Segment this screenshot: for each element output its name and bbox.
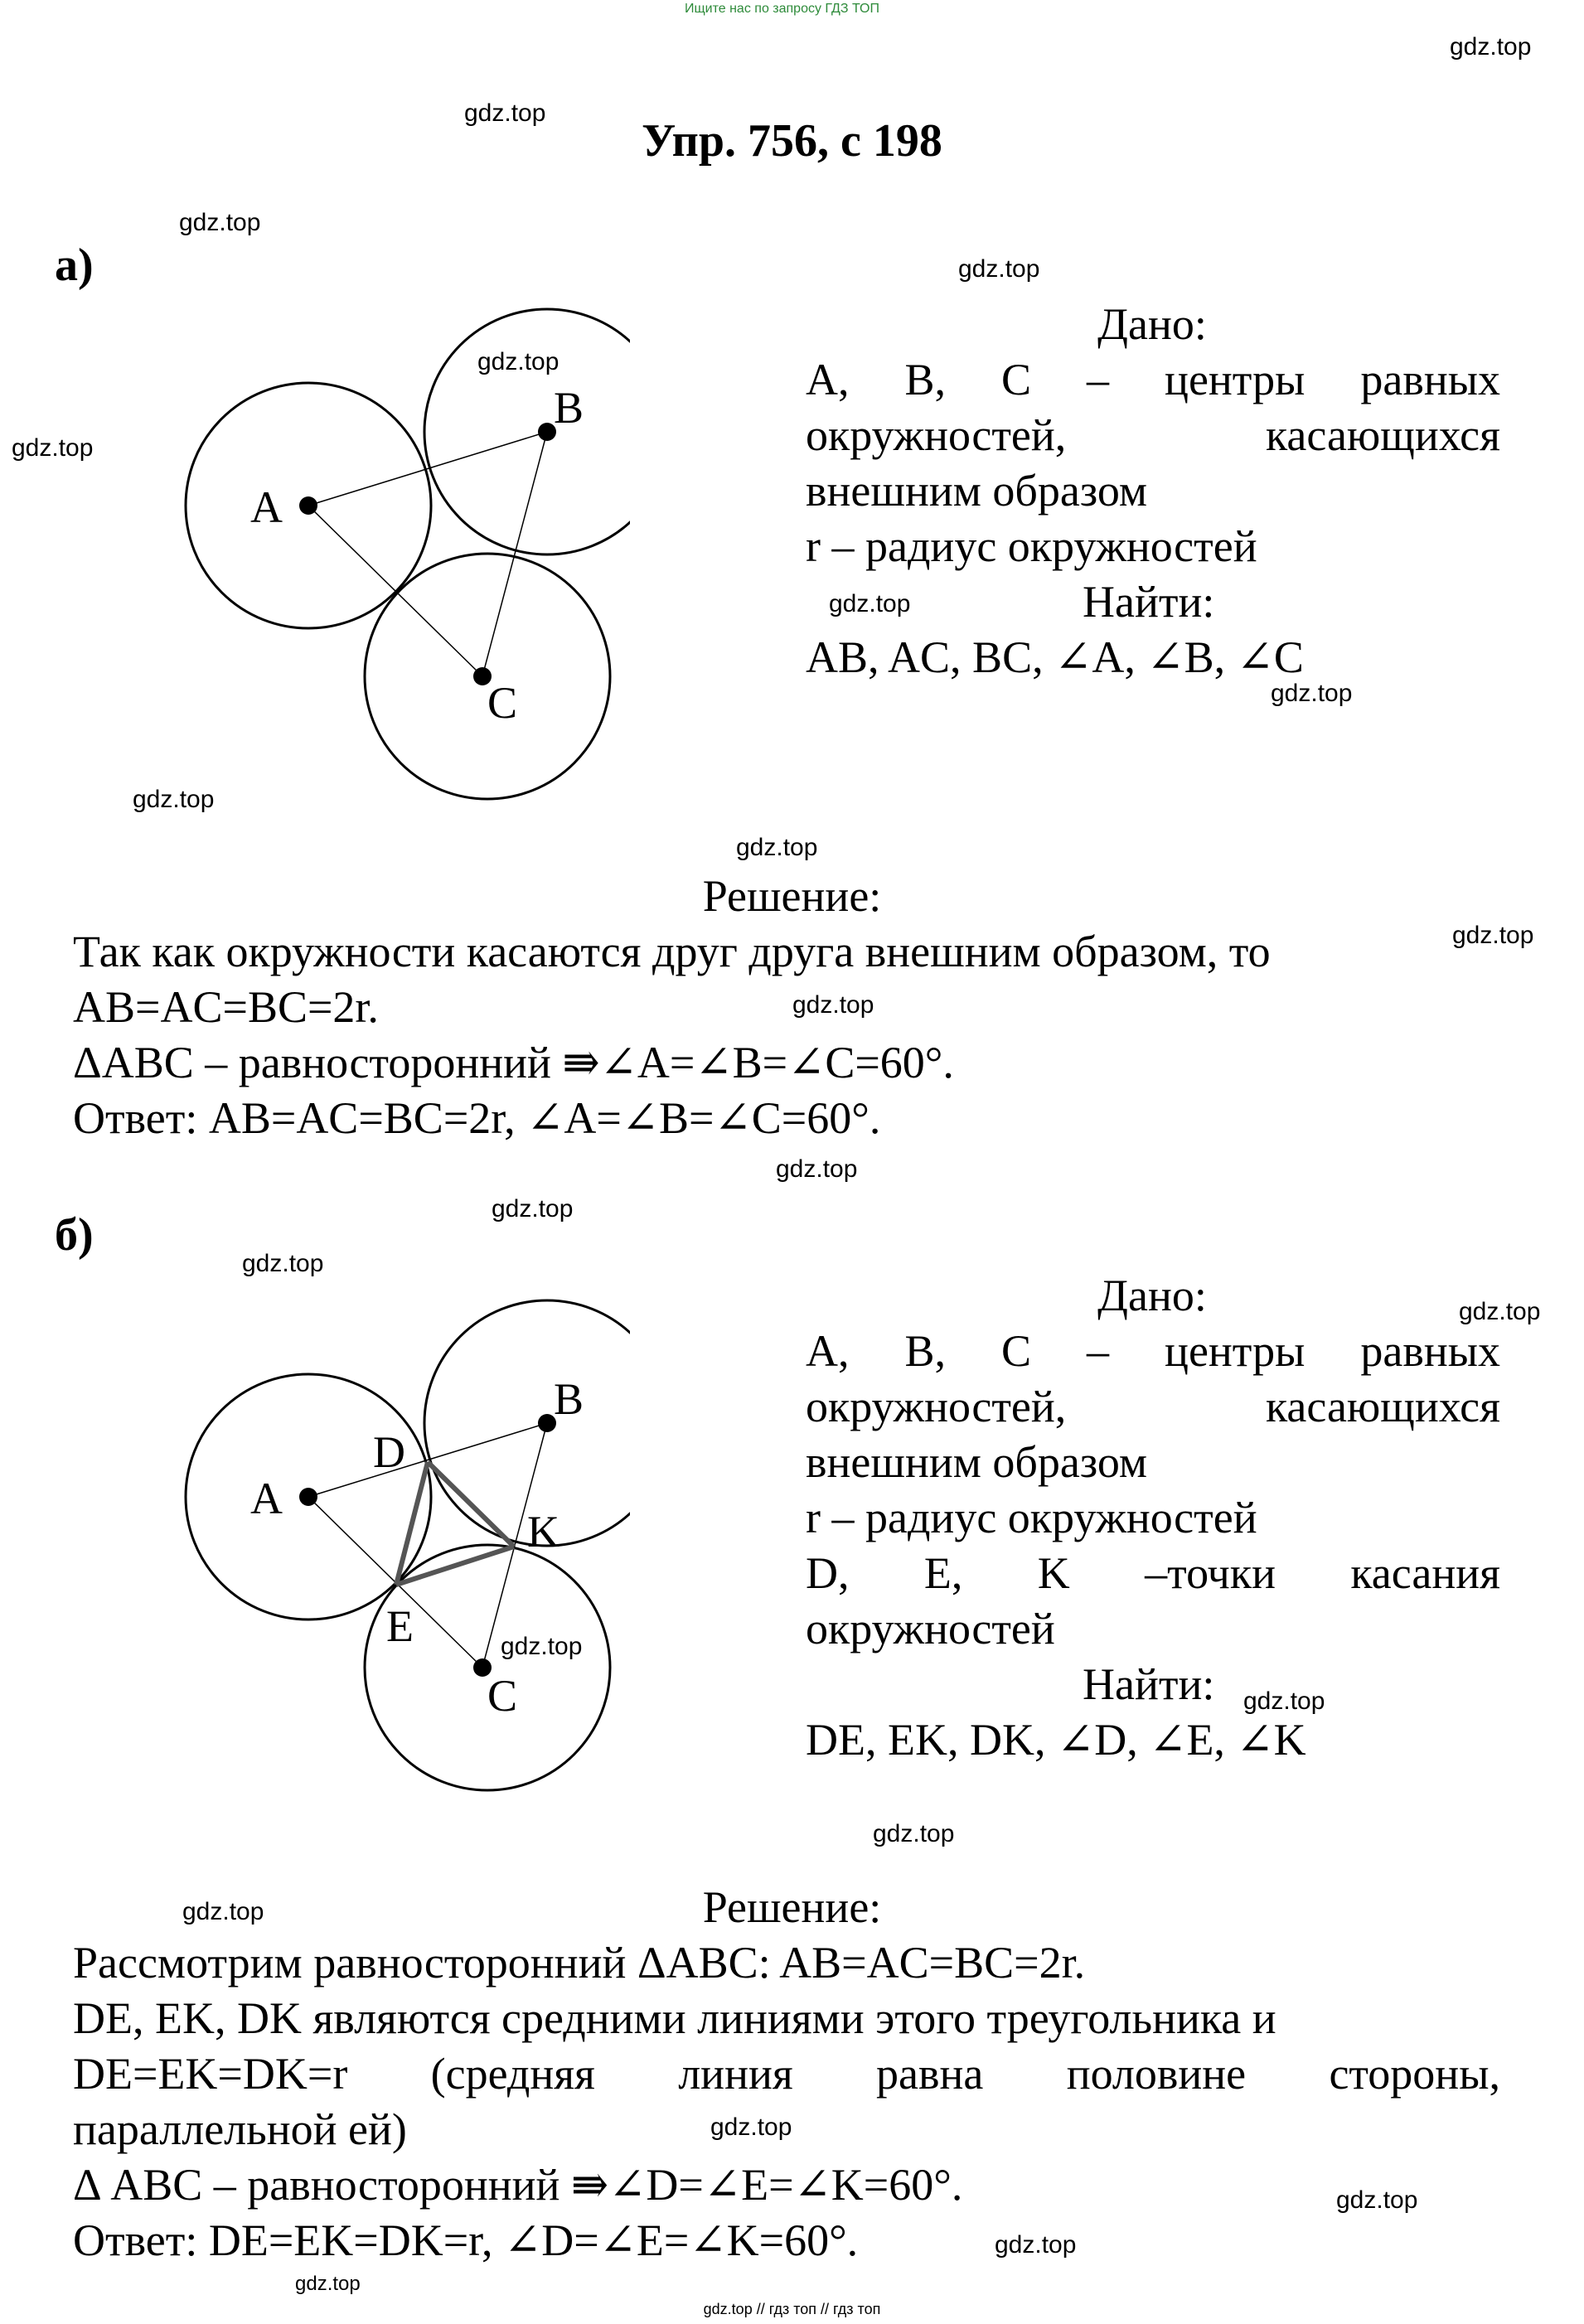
watermark: gdz.top xyxy=(1452,922,1534,949)
find-line: DE, EK, DK, ∠D, ∠E, ∠K xyxy=(806,1715,1306,1765)
given-heading: Дано: xyxy=(1097,299,1207,349)
watermark: gdz.top xyxy=(179,209,261,236)
watermark: gdz.top xyxy=(736,834,818,861)
find-heading: Найти: xyxy=(1083,1659,1215,1709)
label-c: C xyxy=(487,1671,518,1721)
segment-ac xyxy=(308,506,482,676)
watermark: gdz.top xyxy=(477,348,559,375)
solution-heading: Решение: xyxy=(702,871,882,921)
answer-line: Ответ: DE=EK=DK=r, ∠D=∠E=∠K=60°. xyxy=(73,2215,859,2265)
given-line: D, E, K –точки касания xyxy=(806,1548,1500,1598)
circle-b xyxy=(424,309,630,554)
solution-line: Рассмотрим равносторонний ΔABC: AB=AC=BC=2r. xyxy=(73,1938,1086,1988)
given-line: окружностей xyxy=(806,1604,1055,1653)
solution-block xyxy=(73,1935,1500,2268)
watermark: gdz.top xyxy=(12,434,94,462)
watermark: gdz.top xyxy=(710,2113,792,2141)
label-e: E xyxy=(386,1601,414,1651)
watermark: gdz.top xyxy=(1450,33,1532,61)
watermark: gdz.top xyxy=(776,1155,858,1183)
segment-ab xyxy=(308,1423,547,1497)
given-line: r – радиус окружностей xyxy=(806,521,1257,571)
solution-line: параллельной ей) xyxy=(73,2104,407,2154)
segment-de xyxy=(396,1462,428,1585)
solution-line: AB=AC=BC=2r. xyxy=(73,982,379,1032)
solution-line: DE, EK, DK являются средними линиями этого треугольника и xyxy=(73,1993,1276,2043)
watermark: gdz.top xyxy=(829,590,911,617)
watermark: gdz.top xyxy=(133,786,215,813)
label-a: A xyxy=(250,482,283,532)
given-line: внешним образом xyxy=(806,466,1148,516)
part-b-label: б) xyxy=(55,1209,94,1261)
page-title: Упр. 756, с 198 xyxy=(642,115,942,167)
point-a xyxy=(299,1488,317,1506)
given-line: окружностей, касающихся xyxy=(806,1382,1500,1431)
watermark: gdz.top xyxy=(464,99,546,127)
part-b-figure xyxy=(166,1268,630,1799)
given-block xyxy=(806,1324,1500,1657)
given-block xyxy=(806,352,1500,574)
top-banner[interactable]: Ищите нас по запросу ГДЗ ТОП xyxy=(685,2,879,16)
given-line: A, B, C – центры равных xyxy=(806,1326,1500,1376)
given-line: A, B, C – центры равных xyxy=(806,355,1500,404)
watermark: gdz.top xyxy=(1336,2186,1418,2214)
watermark: gdz.top xyxy=(873,1820,955,1847)
part-a-figure xyxy=(166,290,630,804)
segment-ek xyxy=(396,1547,514,1585)
watermark: gdz.top xyxy=(295,2273,361,2295)
watermark: gdz.top xyxy=(1271,680,1353,707)
footer-links[interactable]: gdz.top // гдз топ // гдз топ xyxy=(703,2301,881,2317)
solution-heading: Решение: xyxy=(702,1882,882,1932)
solution-line: ΔABC – равносторонний ⇛∠A=∠B=∠C=60°. xyxy=(73,1038,954,1087)
watermark: gdz.top xyxy=(995,2231,1077,2259)
watermark: gdz.top xyxy=(1243,1687,1325,1715)
given-line: внешним образом xyxy=(806,1437,1148,1487)
point-a xyxy=(299,496,317,515)
label-k: K xyxy=(527,1507,559,1557)
answer-line: Ответ: AB=AC=BC=2r, ∠A=∠B=∠C=60°. xyxy=(73,1093,881,1143)
watermark: gdz.top xyxy=(182,1898,264,1925)
segment-ab xyxy=(308,432,547,506)
segment-dk xyxy=(428,1462,514,1547)
label-c: C xyxy=(487,678,518,728)
find-line: AB, AC, BC, ∠A, ∠B, ∠C xyxy=(806,632,1304,682)
label-d: D xyxy=(373,1427,405,1477)
watermark: gdz.top xyxy=(492,1195,574,1223)
solution-line: Δ ABC – равносторонний ⇛∠D=∠E=∠K=60°. xyxy=(73,2160,963,2210)
given-line: r – радиус окружностей xyxy=(806,1493,1257,1542)
label-b: B xyxy=(554,1374,584,1424)
label-a: A xyxy=(250,1474,283,1523)
label-b: B xyxy=(554,383,584,433)
watermark: gdz.top xyxy=(958,255,1040,283)
given-line: окружностей, касающихся xyxy=(806,410,1500,460)
watermark: gdz.top xyxy=(501,1633,583,1660)
find-heading: Найти: xyxy=(1083,577,1215,627)
part-a-label: а) xyxy=(55,240,94,291)
watermark: gdz.top xyxy=(1459,1298,1541,1325)
solution-line: Так как окружности касаются друг друга внешним образом, то xyxy=(73,927,1271,976)
watermark: gdz.top xyxy=(242,1250,324,1277)
solution-line: DE=EK=DK=r (средняя линия равна половине стороны, xyxy=(73,2049,1500,2099)
watermark: gdz.top xyxy=(792,991,874,1019)
solution-block xyxy=(73,924,1515,1146)
given-heading: Дано: xyxy=(1097,1271,1207,1320)
